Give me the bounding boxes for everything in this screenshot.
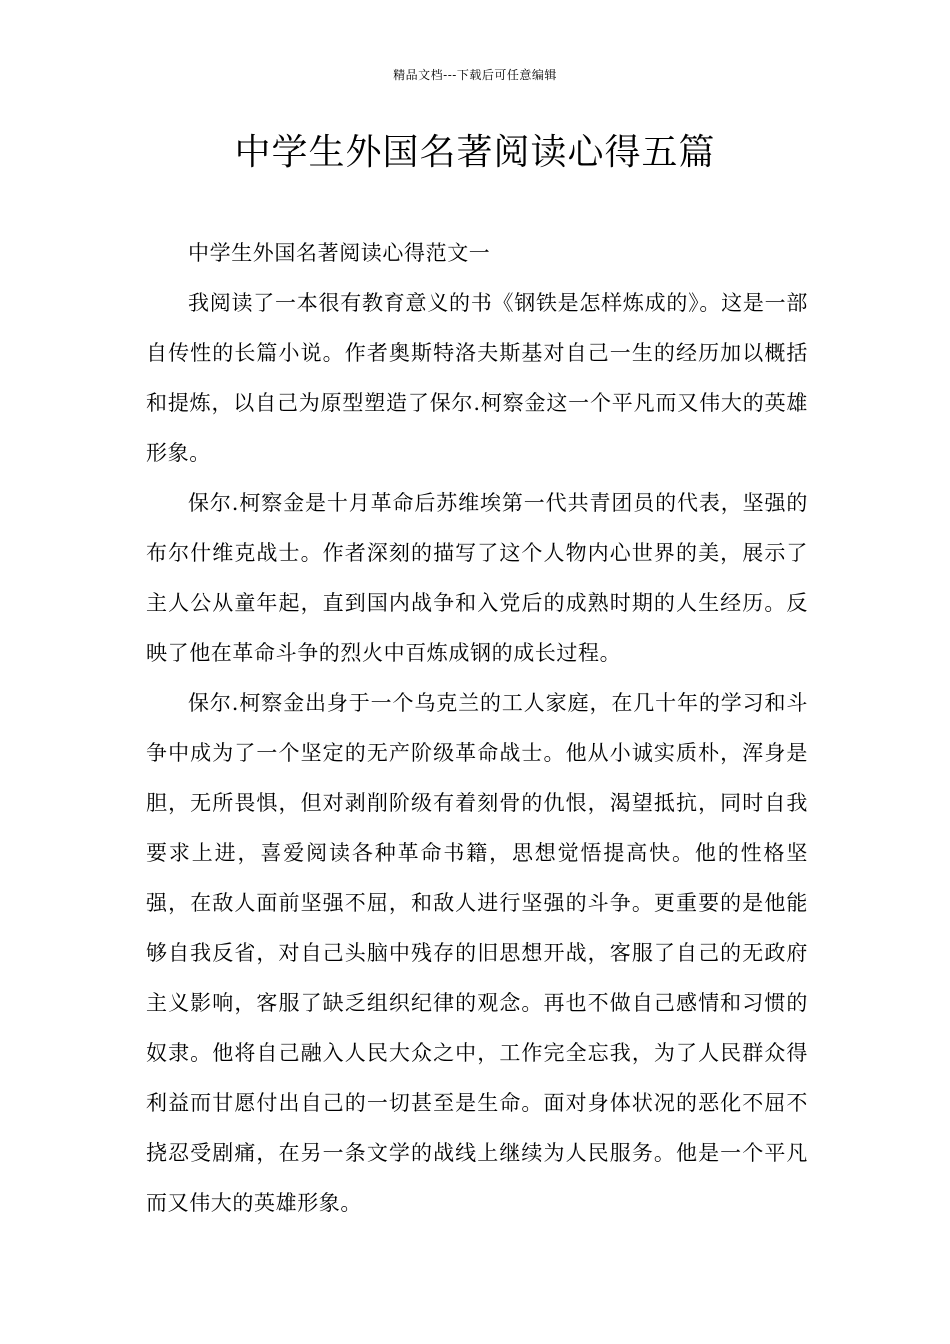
document-body <box>146 228 808 1228</box>
document-title: 中学生外国名著阅读心得五篇 <box>234 132 716 173</box>
paragraph-1: 我阅读了一本很有教育意义的书《钢铁是怎样炼成的》。这是一部自传性的长篇小说。作者奥斯特洛夫斯基对自己一生的经历加以概括和提炼，以自己为原型塑造了保尔.柯察金这一个平凡而又伟大的英雄形象。 <box>146 291 808 465</box>
header-note: 精品文档---下载后可任意编辑 <box>393 68 557 82</box>
paragraph-3: 保尔.柯察金出身于一个乌克兰的工人家庭，在几十年的学习和斗争中成为了一个坚定的无产阶级革命战士。他从小诚实质朴，浑身是胆，无所畏惧，但对剥削阶级有着刻骨的仇恨，渴望抵抗，同时自我要求上进，喜爱阅读各种革命书籍，思想觉悟提高快。他的性格坚强，在敌人面前坚强不屈，和敌人进行坚强的斗争。更重要的是他能够自我反省，对自己头脑中残存的旧思想开战，客服了自己的无政府主义影响，客服了缺乏组织纪律的观念。再也不做自己感情和习惯的奴隶。他将自己融入人民大众之中，工作完全忘我，为了人民群众得利益而甘愿付出自己的一切甚至是生命。面对身体状况的恶化不屈不挠忍受剧痛，在另一条文学的战线上继续为人民服务。他是一个平凡而又伟大的英雄形象。 <box>146 691 808 1215</box>
paragraph-2: 保尔.柯察金是十月革命后苏维埃第一代共青团员的代表，坚强的布尔什维克战士。作者深刻的描写了这个人物内心世界的美，展示了主人公从童年起，直到国内战争和入党后的成熟时期的人生经历。反映了他在革命斗争的烈火中百炼成钢的成长过程。 <box>146 491 808 665</box>
section-heading: 中学生外国名著阅读心得范文一 <box>188 241 491 265</box>
